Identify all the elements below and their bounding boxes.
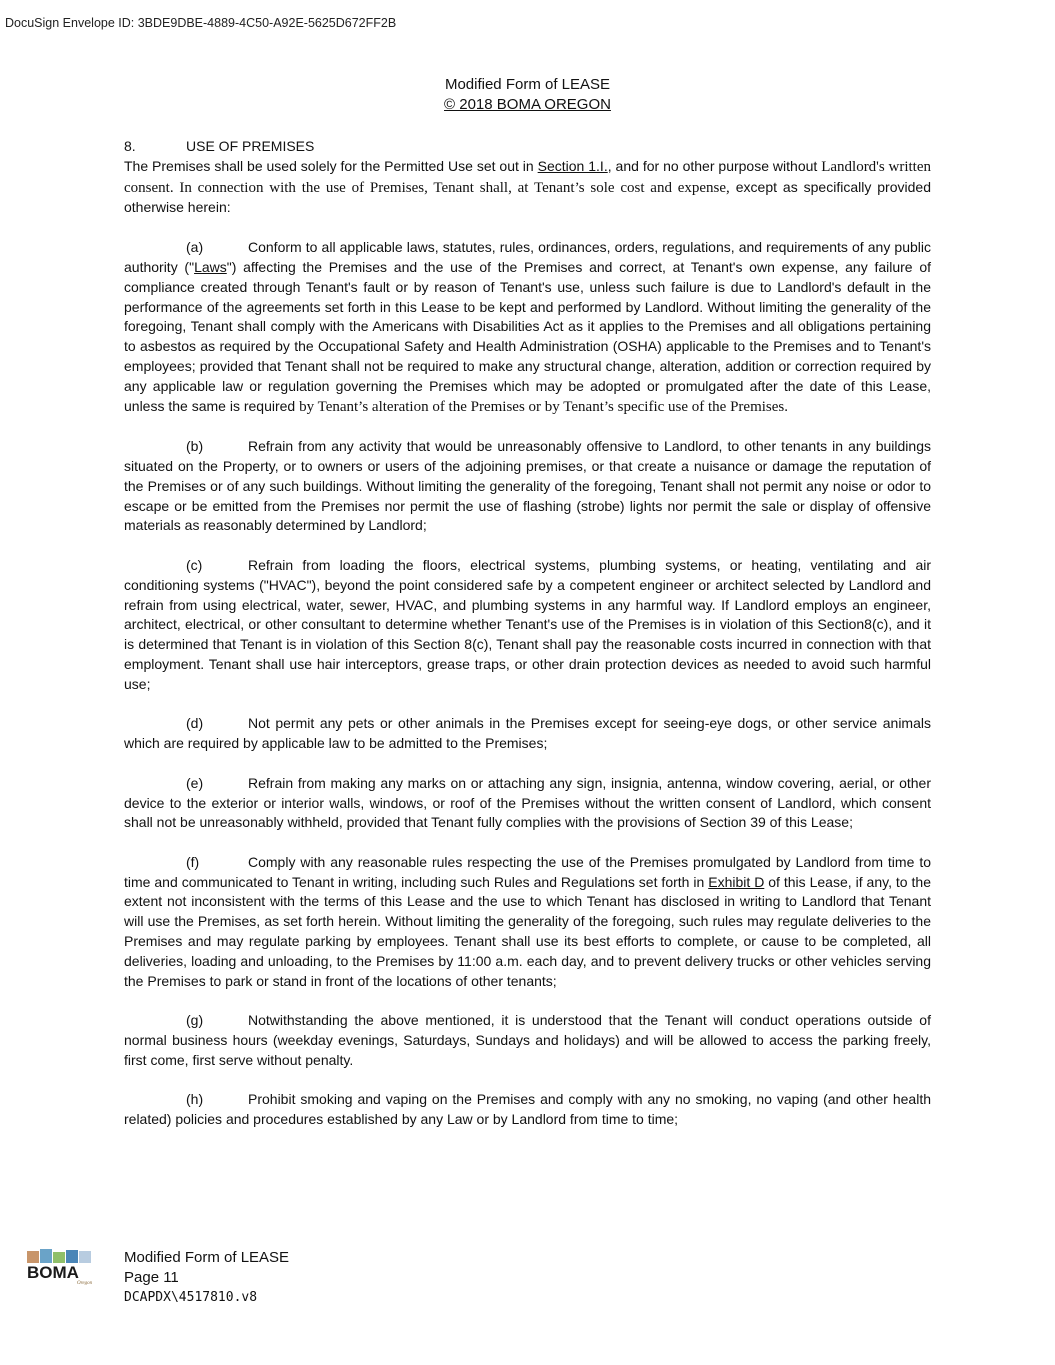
clause-h-label: (h) [186,1091,204,1108]
clause-f-label: (f) [186,853,200,870]
section-number: 8. [124,138,136,154]
clause-d [124,714,931,754]
exhibit-d-link[interactable]: Exhibit D [708,873,765,890]
intro-part-a: The Premises shall be used solely for the Permitted Use set out in [124,157,538,174]
clause-g-label: (g) [186,1012,204,1029]
clause-g-text: Notwithstanding the above mentioned, it is understood that the Tenant will conduct operations outside of normal business hours (weekday evenings, Saturdays, Sundays and holidays) and will be allowed to access the parking freely, first come, first serve without penalty. [124,1012,931,1068]
clause-b-label: (b) [186,438,204,455]
clause-a-text-1: Conform to all applicable laws, statutes, rules, ordinances, orders, regulations, and requirements of any public authority (" [124,239,931,275]
clause-a [124,238,931,417]
intro-part-c: except as specifically provided otherwise herein: [124,178,931,216]
clause-c [124,556,931,695]
clause-d-label: (d) [186,715,204,732]
footer-page-number: Page 11 [124,1269,179,1286]
page-footer [124,1248,289,1308]
clause-f-text-1: Comply with any reasonable rules respecting the use of the Premises promulgated by Landlord from time to time and communicated to Tenant in writing, including such Rules and Regulations set forth in [124,853,931,890]
clause-e [124,774,931,833]
logo-tile-2 [40,1249,52,1263]
section-1i-link[interactable]: Section 1.I. [537,157,608,174]
header-copyright-text: © 2018 BOMA OREGON [444,96,611,113]
clause-c-label: (c) [186,556,203,573]
logo-text: BOMA [27,1263,79,1282]
clause-g [124,1011,931,1070]
logo-subtext: Oregon [77,1281,93,1285]
logo-tile-1 [27,1251,39,1263]
boma-logo [25,1247,97,1285]
clause-a-text-2: ") affecting the Premises and the use of the Premises and correct, at Tenant's own expense, any failure of compliance created through Tenant's fault or by reason of Tenant's use, unless such failure is due to Landlord's default in the performance of the agreements set forth in this Lease to be kept and performed by Landlord. Without limiting the generality of the foregoing, Tenant shall comply with the Americans with Disabilities Act as it applies to the Premises and all obligations pertaining to asbestos as required by the Occupational Safety and Health Administration (OSHA) applicable to the Premises and to Tenant's employees; provided that Tenant shall not be required to make any structural change, alteration, addition or correction required by any applicable law or regulation governing the Premises which may be adopted or promulgated after the date of this Lease, unless the same is required [124,258,931,414]
docusign-envelope-id: DocuSign Envelope ID: 3BDE9DBE-4889-4C50-A92E-5625D672FF2B [5,16,397,30]
clause-h-text: Prohibit smoking and vaping on the Premises and comply with any no smoking, no vaping (and other health related) policies and procedures established by any Law or by Landlord from time to time; [124,1091,931,1128]
laws-link[interactable]: Laws [194,258,227,275]
section-intro [124,157,931,218]
header-title: Modified Form of LEASE [444,76,611,93]
footer-title: Modified Form of LEASE [124,1249,290,1266]
clause-b-text: Refrain from any activity that would be unreasonably offensive to Landlord, to other tenants in any buildings situated on the Property, or to owners or users of the adjoining premises, or that create a nuisance or damage the reputation of the Premises or of any such buildings. Without limiting the generality of the foregoing, Tenant shall not permit any noise or odor to escape or be emitted from the Premises nor permit the use of flashing (strobe) lights nor permit the sale or display of offensive materials as reasonably determined by Landlord; [124,438,931,534]
intro-serif-text: Landlord's written consent. In connection with the use of Premises, Tenant shall, at Tenant’s sole cost and expense, [124,158,931,196]
clause-d-text: Not permit any pets or other animals in the Premises except for seeing-eye dogs, or other service animals which are required by applicable law to be admitted to the Premises; [124,715,931,752]
clause-c-text: Refrain from loading the floors, electrical systems, plumbing systems, or heating, ventilating and air conditioning systems ("HVAC"), beyond the point considered safe by a competent engineer or architect selected by Landlord and refrain from using electrical, water, sewer, HVAC, and plumbing systems in any harmful way. If Landlord employs an engineer, architect, electrical, or other consultant to determine whether Tenant's use of the Premises is in violation of this Section8(c), and it is determined that Tenant is in violation of this Section 8(c), Tenant shall pay the reasonable costs incurred in connection with that employment. Tenant shall use hair interceptors, grease traps, or other drain protection devices as needed to avoid such harmful use; [124,556,931,692]
footer-doc-ref: DCAPDX\4517810.v8 [124,1290,258,1305]
clause-b [124,437,931,536]
section-title: USE OF PREMISES [186,138,315,154]
logo-tile-4 [66,1250,78,1263]
clause-a-label: (a) [186,239,204,256]
clause-f [124,853,931,992]
clause-e-label: (e) [186,774,204,791]
header-copyright [0,96,1055,113]
section-heading [124,137,931,157]
clause-h [124,1090,931,1130]
document-body [124,137,931,1150]
clause-a-serif-text: by Tenant’s alteration of the Premises or by Tenant’s specific use of the Premises. [299,398,788,415]
logo-tile-3 [53,1252,65,1263]
clause-e-text: Refrain from making any marks on or attaching any sign, insignia, antenna, window covering, aerial, or other device to the exterior or interior walls, windows, or roof of the Premises without the written consent of Landlord, which consent shall not be unreasonably withheld, provided that Tenant fully complies with the provisions of Section 39 of this Lease; [124,774,931,831]
logo-tile-5 [79,1251,91,1263]
intro-part-b: , and for no other purpose without [607,157,822,174]
clause-f-text-2: of this Lease, if any, to the extent not inconsistent with the terms of this Lease and the use to which Tenant has disclosed in writing to Landlord that Tenant will use the Premises, as set forth herein. Without limiting the generality of the foregoing, such rules may regulate deliveries to the Premises and may regulate parking by employees. Tenant shall use its best efforts to complete, or cause to be completed, all deliveries, loading and unloading, to the Premises by 11:00 a.m. each day, and to prevent delivery trucks or other vehicles serving the Premises to park or stand in front of the locations of other tenants; [124,873,931,989]
spacer [124,218,931,238]
